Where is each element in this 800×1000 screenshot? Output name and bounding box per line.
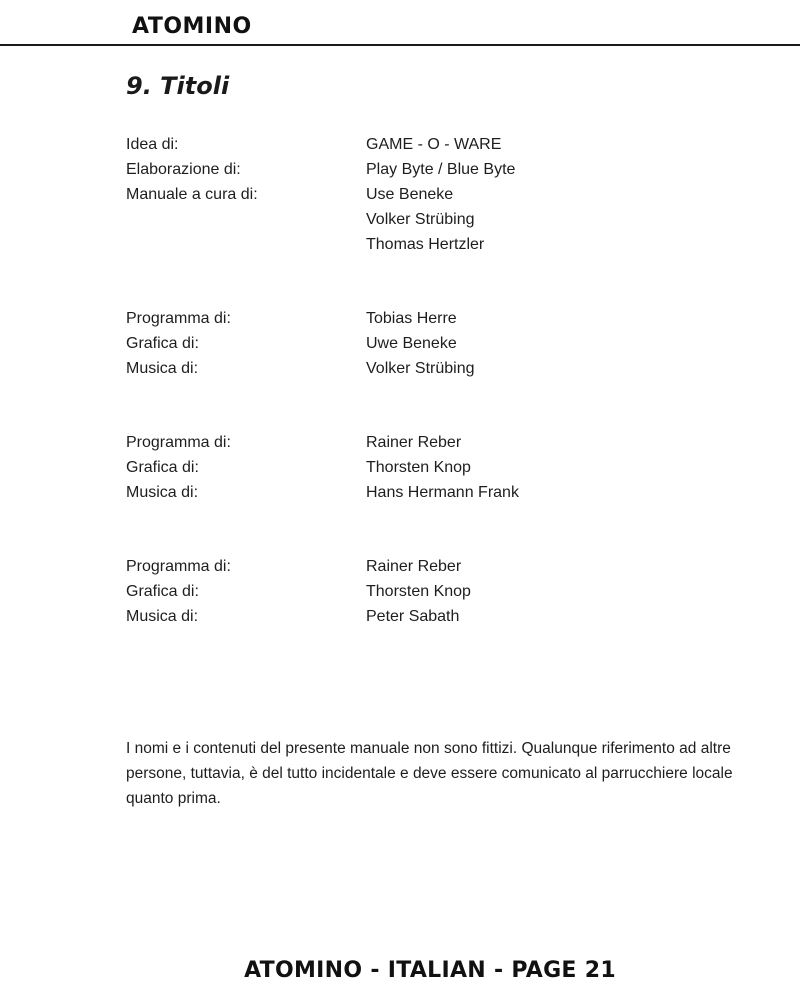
credit-role: Elaborazione di: [126, 161, 241, 178]
credit-name: Thorsten Knop [366, 583, 471, 600]
credit-name: Peter Sabath [366, 608, 460, 625]
page-footer: ATOMINO - ITALIAN - PAGE 21 [244, 958, 616, 983]
credit-role: Manuale a cura di: [126, 186, 258, 203]
credit-role: Grafica di: [126, 459, 199, 476]
credit-name: Thomas Hertzler [366, 236, 485, 253]
credit-role: Musica di: [126, 360, 199, 377]
credit-name: Rainer Reber [366, 434, 462, 451]
header-divider [0, 44, 800, 46]
credit-name: GAME - O - WARE [366, 136, 502, 153]
credit-role: Musica di: [126, 608, 199, 625]
credit-name: Volker Strübing [366, 211, 475, 228]
header-title: ATOMINO [132, 14, 252, 39]
credit-role: Programma di: [126, 434, 231, 451]
credit-name: Tobias Herre [366, 310, 457, 327]
credit-role: Idea di: [126, 136, 179, 153]
credit-name: Thorsten Knop [366, 459, 471, 476]
credit-role: Grafica di: [126, 335, 199, 352]
credit-name: Rainer Reber [366, 558, 462, 575]
credit-role: Musica di: [126, 484, 199, 501]
credit-role: Grafica di: [126, 583, 199, 600]
credit-role: Programma di: [126, 558, 231, 575]
page-header [0, 0, 800, 48]
credit-role: Programma di: [126, 310, 231, 327]
credit-name: Volker Strübing [366, 360, 475, 377]
credit-name: Hans Hermann Frank [366, 484, 519, 501]
credit-name: Play Byte / Blue Byte [366, 161, 516, 178]
credit-name: Uwe Beneke [366, 335, 457, 352]
disclaimer-paragraph: I nomi e i contenuti del presente manuale non sono fittizi. Qualunque riferimento ad altre persone, tuttavia, è del tutto incidentale e deve essere comunicato al parrucchiere locale quanto prima. [126, 740, 733, 807]
credit-name: Use Beneke [366, 186, 454, 203]
section-title: 9. Titoli [126, 72, 230, 100]
